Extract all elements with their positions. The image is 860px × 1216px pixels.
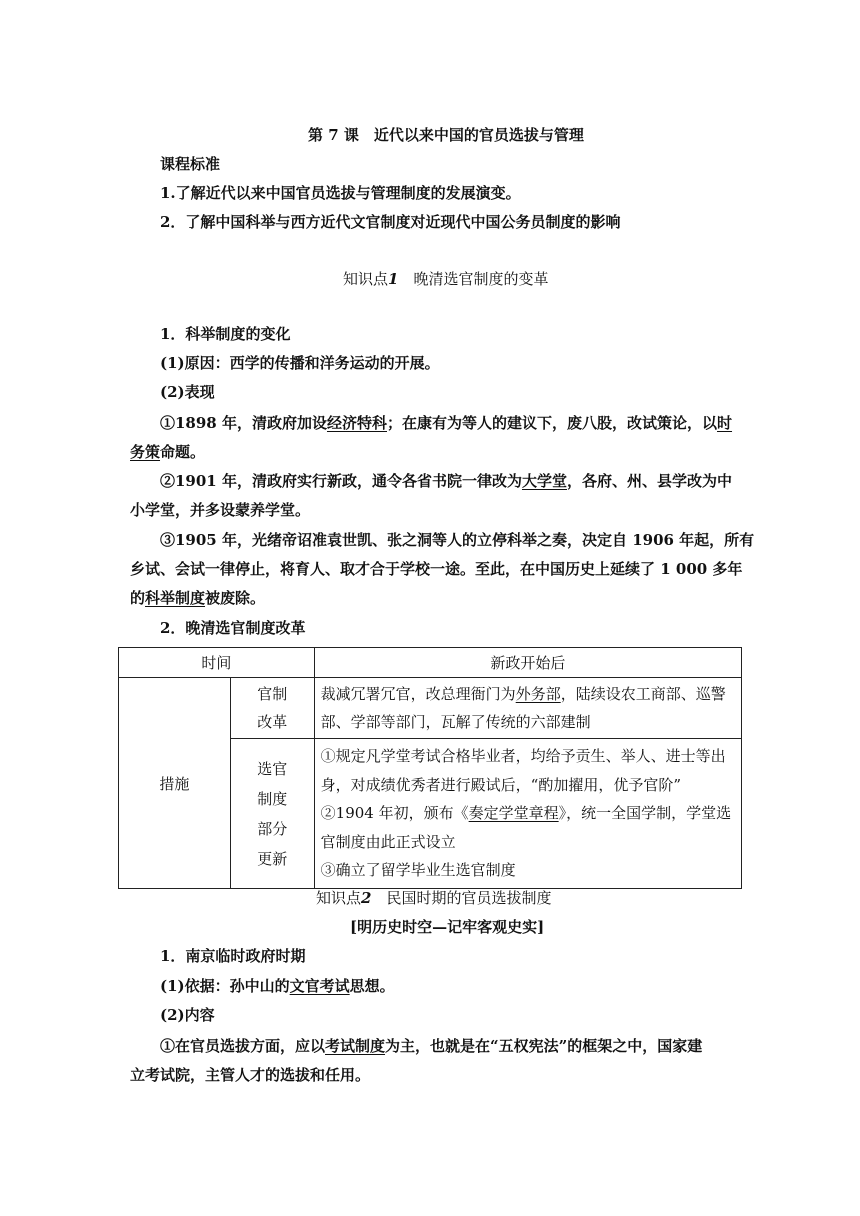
section-1-heading: 1．科举制度的变化 <box>160 325 291 343</box>
section-3-content: (2)内容 <box>160 1006 215 1024</box>
kp1-number: 1 <box>388 270 399 288</box>
row-1-content-line: 部、学部等部门，瓦解了传统的六部建制 <box>320 713 591 731</box>
paragraph-1901-line-1 <box>160 470 732 492</box>
kp1-prefix: 知识点 <box>343 270 389 288</box>
measures-label: 措施 <box>119 678 231 889</box>
section-3-paragraph-line-1 <box>160 1035 702 1057</box>
kp2-prefix: 知识点 <box>316 889 362 907</box>
row-label-line: 部分 <box>257 819 288 838</box>
text-run: 裁减冗署冗官，改总理衙门为 <box>320 685 516 703</box>
paragraph-1905-line-3 <box>130 587 265 609</box>
page-title: 第 7 课 近代以来中国的官员选拔与管理 <box>308 126 584 144</box>
row-1-content-line <box>321 680 735 708</box>
text-run: 》，统一全国学制，学堂选 <box>558 804 732 823</box>
paragraph-1898-line-1 <box>160 412 732 434</box>
paragraph-1898-line-2 <box>130 441 205 463</box>
section-2-heading: 2．晚清选官制度改革 <box>160 619 306 637</box>
row-1-label <box>230 678 314 739</box>
row-2-content-line: ③确立了留学毕业生选官制度 <box>320 861 516 880</box>
knowledge-point-1-heading <box>343 268 548 290</box>
section-1-reason: (1)原因：西学的传播和洋务运动的开展。 <box>160 354 440 372</box>
row-label-line: 官制 <box>257 685 288 703</box>
row-2-content-line: 身，对成绩优秀者进行殿试后，“酌加擢用，优予官阶” <box>320 775 682 794</box>
row-label-line: 制度 <box>257 789 288 808</box>
underlined-term: 务策 <box>130 443 161 461</box>
text-run: 被废除。 <box>205 589 266 607</box>
header-after-reform: 新政开始后 <box>314 648 741 678</box>
standard-item-2: 2．了解中国科举与西方近代文官制度对近现代中国公务员制度的影响 <box>160 213 621 231</box>
row-2-content-line: ①规定凡学堂考试合格毕业者，均给予贡生、举人、进士等出 <box>320 747 726 766</box>
kp1-title: 晚清选官制度的变革 <box>398 270 549 288</box>
text-run: 为主，也就是在“五权宪法”的框架之中，国家建 <box>385 1037 703 1055</box>
row-2-content-line: 官制度由此正式设立 <box>320 832 456 851</box>
text-run: ，陆续设农工商部、巡警 <box>560 685 726 703</box>
underlined-term: 外务部 <box>515 685 561 703</box>
text-run: 思想。 <box>349 977 395 995</box>
underlined-term: 科举制度 <box>145 589 206 607</box>
section-3-paragraph-line-2: 立考试院，主管人才的选拔和任用。 <box>130 1066 371 1084</box>
text-run: (1)依据：孙中山的 <box>160 977 290 995</box>
text-run: ；在康有为等人的建议下，废八股，改试策论，以 <box>387 414 718 432</box>
underlined-term: 时 <box>717 414 733 432</box>
row-2-content-line <box>321 799 735 828</box>
row-label-line: 改革 <box>257 713 288 731</box>
section-1-expr: (2)表现 <box>160 383 215 401</box>
text-run: ，各府、州、县学改为中 <box>567 472 733 490</box>
underlined-term: 文官考试 <box>289 977 350 995</box>
paragraph-1905-line-1: ③1905 年，光绪帝诏准袁世凯、张之洞等人的立停科举之奏，决定自 1906 年起，所有 <box>160 531 755 549</box>
text-run: 的 <box>130 589 146 607</box>
underlined-term: 大学堂 <box>521 472 567 490</box>
standard-item-1: 1.了解近代以来中国官员选拔与管理制度的发展演变。 <box>160 184 521 202</box>
reform-table <box>118 647 742 889</box>
paragraph-1901-line-2: 小学堂，并多设蒙养学堂。 <box>130 501 311 519</box>
row-2-content <box>314 739 741 889</box>
section-banner: [明历史时空—记牢客观史实] <box>350 918 545 936</box>
row-2-label <box>230 739 314 889</box>
text-run: ②1904 年初，颁布《 <box>320 804 469 823</box>
kp2-title: 民国时期的官员选拔制度 <box>371 889 552 907</box>
section-3-basis <box>160 975 395 997</box>
table-header-row <box>119 648 742 678</box>
header-time: 时间 <box>119 648 315 678</box>
section-3-heading: 1．南京临时政府时期 <box>160 947 306 965</box>
table-row <box>119 678 742 739</box>
kp2-number: 2 <box>361 889 372 907</box>
underlined-term: 奏定学堂章程 <box>468 804 559 823</box>
row-label-line: 更新 <box>257 849 288 868</box>
underlined-term: 考试制度 <box>325 1037 386 1055</box>
row-1-content <box>314 678 741 739</box>
row-label-line: 选官 <box>257 759 288 778</box>
paragraph-1905-line-2: 乡试、会试一律停止，将育人、取才合于学校一途。至此，在中国历史上延续了 1 000 多年 <box>130 560 743 578</box>
text-run: ①在官员选拔方面，应以 <box>160 1037 326 1055</box>
underlined-term: 经济特科 <box>326 414 387 432</box>
standards-heading: 课程标准 <box>160 155 221 173</box>
text-run: ②1901 年，清政府实行新政，通令各省书院一律改为 <box>160 472 522 490</box>
text-run: ①1898 年，清政府加设 <box>160 414 327 432</box>
knowledge-point-2-heading <box>316 887 551 909</box>
text-run: 命题。 <box>160 443 206 461</box>
